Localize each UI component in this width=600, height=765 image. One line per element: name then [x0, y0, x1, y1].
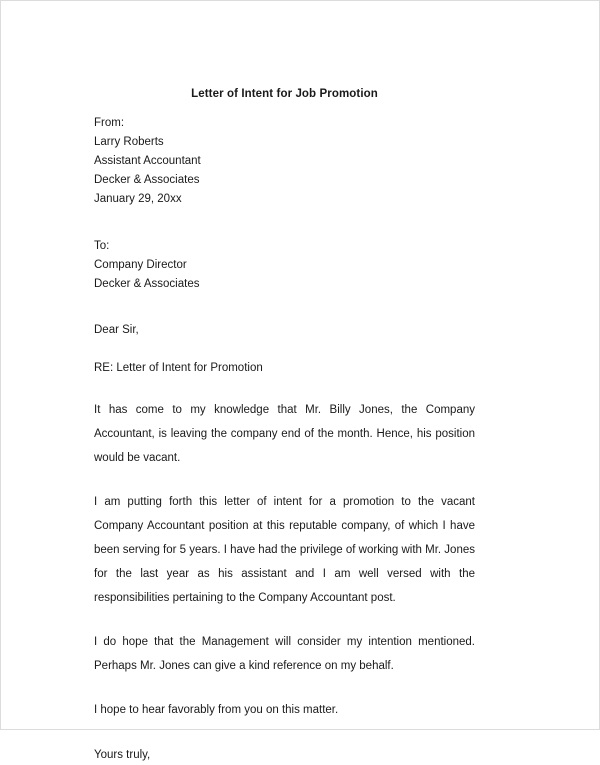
body-paragraph-1: It has come to my knowledge that Mr. Billy Jones, the Company Accountant, is leaving the company end of the month. Hence, his position would be vacant. — [94, 404, 475, 464]
letter-body-container — [94, 1, 475, 765]
recipient-address-block — [94, 237, 475, 294]
body-paragraph-3: I do hope that the Management will consider my intention mentioned. Perhaps Mr. Jones can give a kind reference on my behalf. — [94, 636, 475, 672]
letter-date: January 29, 20xx — [94, 193, 182, 205]
closing-salutation: Yours truly, — [94, 749, 151, 761]
subject-line: RE: Letter of Intent for Promotion — [94, 362, 263, 374]
sender-label: From: — [94, 117, 125, 129]
body-paragraph-2: I am putting forth this letter of intent for a promotion to the vacant Company Accountant position at this reputable company, of which I have been serving for 5 years. I have had the privilege of working with Mr. Jones for the last year as his assistant and I am well versed with the responsibilities pertaining to the Company Accountant post. — [94, 496, 475, 604]
body-paragraph-4: I hope to hear favorably from you on this matter. — [94, 704, 339, 716]
sender-company: Decker & Associates — [94, 174, 200, 186]
sender-job-title: Assistant Accountant — [94, 155, 201, 167]
sender-address-block — [94, 114, 475, 209]
recipient-label: To: — [94, 240, 110, 252]
recipient-name: Company Director — [94, 259, 187, 271]
recipient-company: Decker & Associates — [94, 278, 200, 290]
page-title: Letter of Intent for Job Promotion — [191, 88, 378, 100]
sender-name: Larry Roberts — [94, 136, 164, 148]
salutation: Dear Sir, — [94, 324, 139, 336]
